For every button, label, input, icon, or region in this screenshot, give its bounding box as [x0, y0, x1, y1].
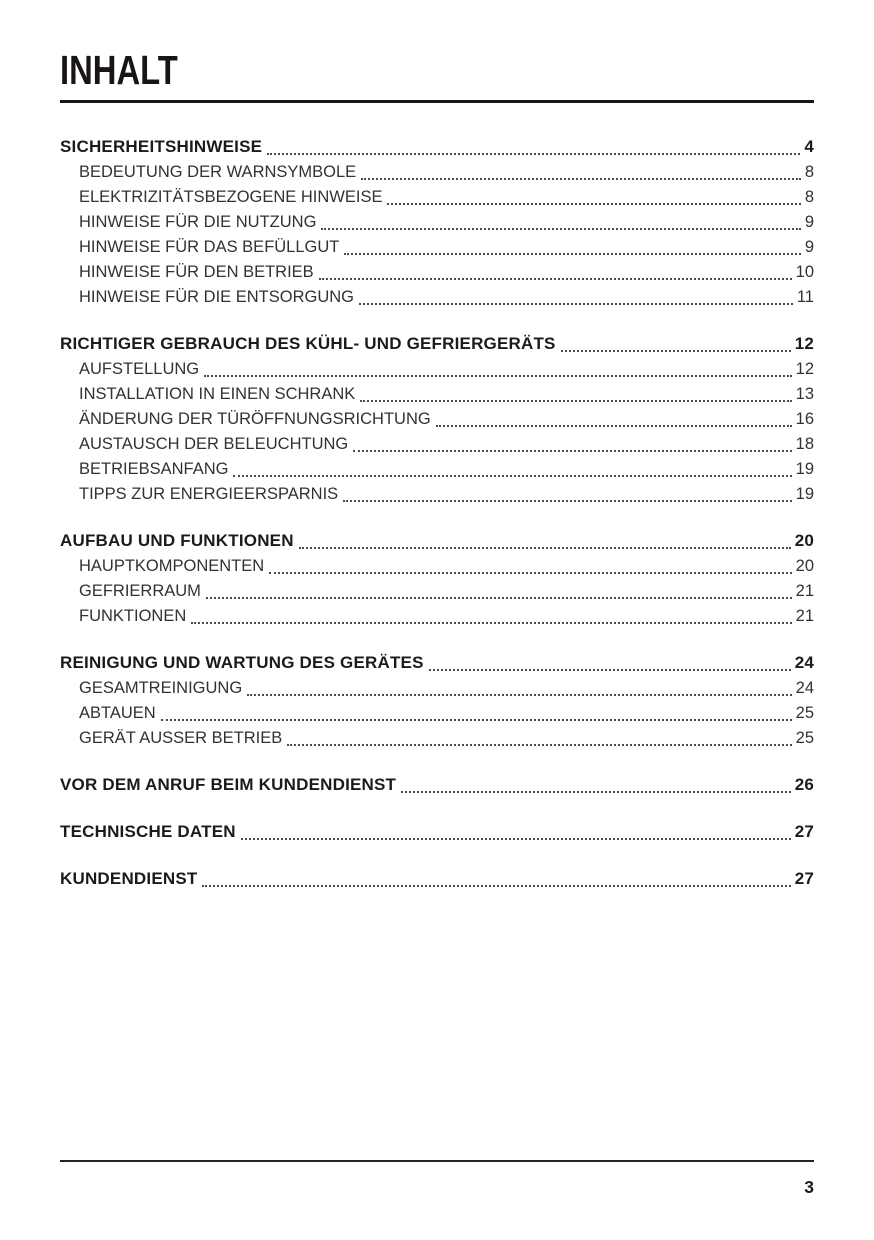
- toc-sub-entry: [60, 432, 814, 457]
- toc-entry-page: 27: [794, 869, 814, 888]
- toc-leader-dots: [436, 425, 792, 427]
- page-footer: [60, 1160, 814, 1198]
- toc-entry-page: 24: [794, 653, 814, 672]
- toc-section: [60, 527, 814, 629]
- toc-section: [60, 649, 814, 751]
- toc-leader-dots: [247, 694, 791, 696]
- toc-entry-page: 25: [795, 729, 814, 747]
- toc-leader-dots: [429, 669, 791, 671]
- toc-sub-entry: [60, 235, 814, 260]
- toc-sub-entry: [60, 457, 814, 482]
- toc-entry-label: BEDEUTUNG DER WARNSYMBOLE: [79, 163, 357, 181]
- page-title: INHALT: [60, 47, 178, 93]
- toc-entry-page: 20: [794, 531, 814, 550]
- toc-entry-label: HAUPTKOMPONENTEN: [79, 557, 265, 575]
- toc-sub-entry: [60, 701, 814, 726]
- toc-section-entry: [60, 771, 814, 798]
- toc-sub-entry: [60, 185, 814, 210]
- toc-entry-page: 10: [795, 263, 814, 281]
- toc-entry-label: ELEKTRIZITÄTSBEZOGENE HINWEISE: [79, 188, 383, 206]
- toc-entry-label: HINWEISE FÜR DIE ENTSORGUNG: [79, 288, 355, 306]
- toc-entry-label: KUNDENDIENST: [60, 869, 198, 888]
- toc-entry-page: 26: [794, 775, 814, 794]
- toc-leader-dots: [206, 597, 792, 599]
- toc-section-entry: [60, 527, 814, 554]
- toc-leader-dots: [321, 228, 800, 230]
- toc-section-entry: [60, 818, 814, 845]
- toc-leader-dots: [387, 203, 800, 205]
- toc-entry-page: 19: [795, 460, 814, 478]
- toc-leader-dots: [401, 791, 791, 793]
- toc-entry-label: ÄNDERUNG DER TÜRÖFFNUNGSRICHTUNG: [79, 410, 431, 428]
- toc-entry-page: 9: [804, 213, 814, 231]
- toc-entry-page: 18: [795, 435, 814, 453]
- toc-entry-page: 25: [795, 704, 814, 722]
- toc-entry-page: 21: [795, 582, 814, 600]
- toc-leader-dots: [161, 719, 792, 721]
- toc-sub-entry: [60, 357, 814, 382]
- toc-leader-dots: [241, 838, 791, 840]
- toc-entry-label: TECHNISCHE DATEN: [60, 822, 236, 841]
- toc-entry-label: HINWEISE FÜR DEN BETRIEB: [79, 263, 314, 281]
- toc-entry-page: 13: [795, 385, 814, 403]
- toc-leader-dots: [233, 475, 791, 477]
- toc-entry-label: INSTALLATION IN EINEN SCHRANK: [79, 385, 356, 403]
- toc-sub-entry: [60, 382, 814, 407]
- toc-entry-page: 11: [796, 288, 814, 306]
- toc-entry-label: RICHTIGER GEBRAUCH DES KÜHL- UND GEFRIERGERÄTS: [60, 334, 556, 353]
- toc-entry-label: GERÄT AUSSER BETRIEB: [79, 729, 283, 747]
- toc-sub-entry: [60, 676, 814, 701]
- toc-entry-page: 8: [804, 163, 814, 181]
- toc-entry-page: 20: [795, 557, 814, 575]
- toc-leader-dots: [267, 153, 800, 155]
- toc-entry-page: 8: [804, 188, 814, 206]
- toc-entry-label: AUSTAUSCH DER BELEUCHTUNG: [79, 435, 349, 453]
- toc-leader-dots: [361, 178, 801, 180]
- toc-leader-dots: [561, 350, 791, 352]
- toc-entry-label: VOR DEM ANRUF BEIM KUNDENDIENST: [60, 775, 397, 794]
- toc-section-entry: [60, 330, 814, 357]
- toc-section: [60, 818, 814, 845]
- toc-sub-entry: [60, 579, 814, 604]
- toc-section-entry: [60, 865, 814, 892]
- toc-leader-dots: [287, 744, 791, 746]
- toc-entry-page: 4: [804, 137, 814, 156]
- toc-leader-dots: [319, 278, 792, 280]
- toc-leader-dots: [202, 885, 790, 887]
- toc-entry-label: GEFRIERRAUM: [79, 582, 201, 600]
- toc-leader-dots: [269, 572, 791, 574]
- toc-entry-label: REINIGUNG UND WARTUNG DES GERÄTES: [60, 653, 424, 672]
- toc-sub-entry: [60, 604, 814, 629]
- toc-sub-entry: [60, 407, 814, 432]
- title-underline: [60, 100, 814, 103]
- toc-section-entry: [60, 133, 814, 160]
- footer-divider: [60, 1160, 814, 1162]
- toc-leader-dots: [204, 375, 792, 377]
- toc-entry-label: HINWEISE FÜR DAS BEFÜLLGUT: [79, 238, 340, 256]
- page-number: 3: [804, 1177, 814, 1197]
- toc-entry-label: BETRIEBSANFANG: [79, 460, 229, 478]
- toc-sub-entry: [60, 285, 814, 310]
- toc-sub-entry: [60, 482, 814, 507]
- toc-entry-page: 12: [795, 360, 814, 378]
- toc-entry-page: 9: [804, 238, 814, 256]
- toc-leader-dots: [344, 253, 800, 255]
- toc-leader-dots: [353, 450, 791, 452]
- toc-entry-page: 27: [794, 822, 814, 841]
- toc-entry-label: FUNKTIONEN: [79, 607, 187, 625]
- toc-section: [60, 133, 814, 310]
- toc-leader-dots: [360, 400, 791, 402]
- toc-entry-label: SICHERHEITSHINWEISE: [60, 137, 263, 156]
- toc-entry-label: HINWEISE FÜR DIE NUTZUNG: [79, 213, 317, 231]
- toc-section: [60, 330, 814, 507]
- toc-entry-label: AUFSTELLUNG: [79, 360, 200, 378]
- toc-section: [60, 771, 814, 798]
- toc-entry-page: 19: [795, 485, 814, 503]
- toc-entry-label: AUFBAU UND FUNKTIONEN: [60, 531, 294, 550]
- toc-entry-page: 21: [795, 607, 814, 625]
- toc-entry-label: ABTAUEN: [79, 704, 156, 722]
- toc-section: [60, 865, 814, 892]
- toc-leader-dots: [359, 303, 793, 305]
- toc-leader-dots: [299, 547, 791, 549]
- toc-sub-entry: [60, 554, 814, 579]
- toc-sub-entry: [60, 210, 814, 235]
- toc-entry-page: 24: [795, 679, 814, 697]
- page-header: [60, 47, 814, 133]
- toc-leader-dots: [343, 500, 791, 502]
- toc-sub-entry: [60, 260, 814, 285]
- toc-sub-entry: [60, 726, 814, 751]
- toc-section-entry: [60, 649, 814, 676]
- toc-sub-entry: [60, 160, 814, 185]
- toc-leader-dots: [191, 622, 791, 624]
- toc-entry-label: GESAMTREINIGUNG: [79, 679, 243, 697]
- toc-entry-page: 12: [794, 334, 814, 353]
- toc-entry-label: TIPPS ZUR ENERGIEERSPARNIS: [79, 485, 339, 503]
- toc-entry-page: 16: [795, 410, 814, 428]
- toc: [60, 133, 814, 912]
